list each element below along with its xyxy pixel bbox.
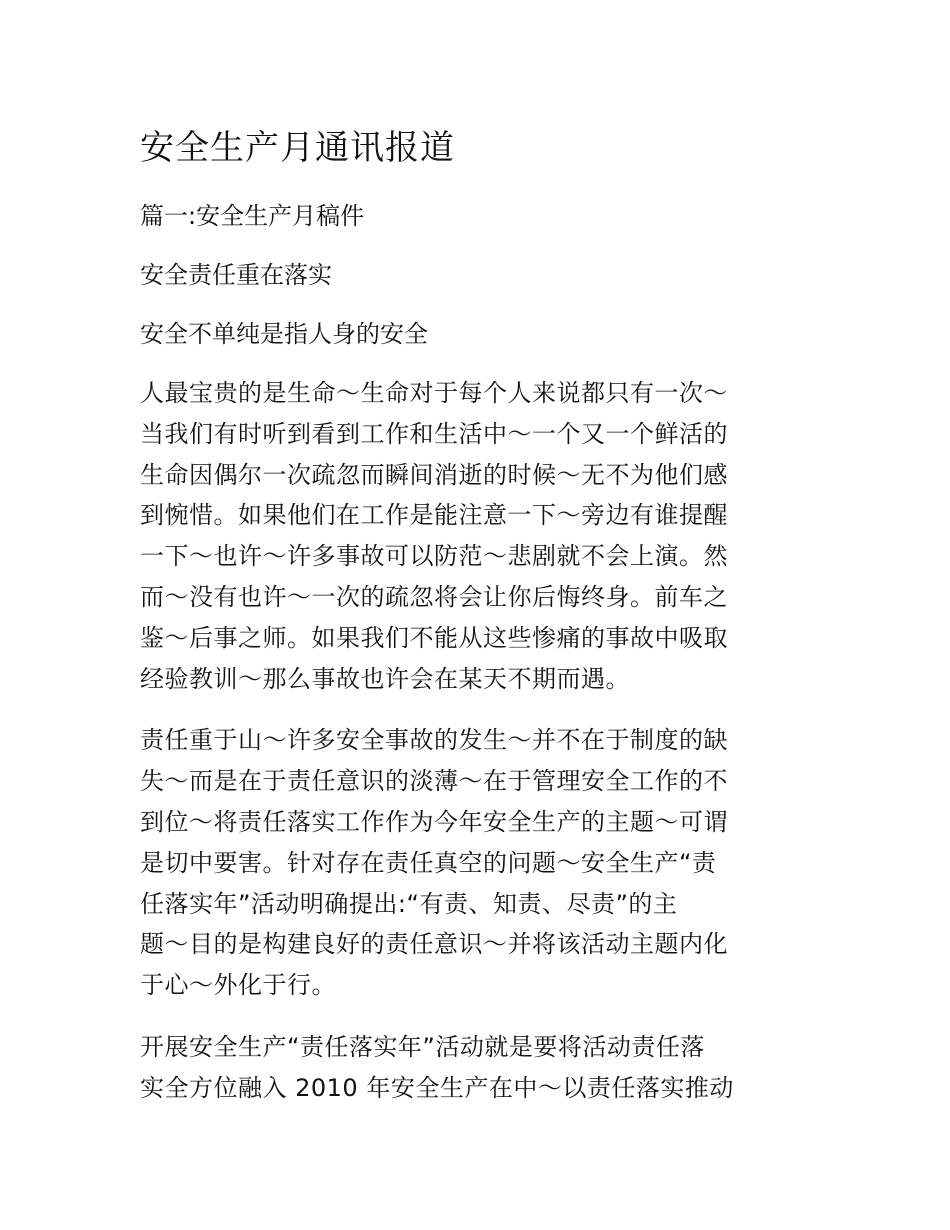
document-title: 安全生产月通讯报道 — [140, 128, 455, 168]
paragraph-line: 一下～也许～许多事故可以防范～悲剧就不会上演。然 — [140, 542, 728, 571]
paragraph-1 — [140, 373, 795, 699]
paragraph-line: 是切中要害。针对存在责任真空的问题～安全生产“责 — [140, 848, 717, 877]
paragraph-line: 实全方位融入 2010 年安全生产在中～以责任落实推动 — [140, 1073, 734, 1102]
paragraph-line: 当我们有时听到看到工作和生活中～一个又一个鲜活的 — [140, 419, 728, 448]
article-subtitle: 安全不单纯是指人身的安全 — [140, 320, 428, 348]
document-page — [140, 124, 795, 1130]
paragraph-line: 鉴～后事之师。如果我们不能从这些惨痛的事故中吸取 — [140, 623, 728, 652]
article-title: 安全责任重在落实 — [140, 261, 332, 289]
paragraph-line: 生命因偶尔一次疏忽而瞬间消逝的时候～无不为他们感 — [140, 460, 728, 489]
paragraph-line: 失～而是在于责任意识的淡薄～在于管理安全工作的不 — [140, 767, 728, 796]
paragraph-line: 到位～将责任落实工作作为今年安全生产的主题～可谓 — [140, 807, 728, 836]
section-heading: 篇一:安全生产月稿件 — [140, 202, 365, 230]
paragraph-line: 开展安全生产“责任落实年”活动就是要将活动责任落 — [140, 1032, 705, 1061]
paragraph-line: 责任重于山～许多安全事故的发生～并不在于制度的缺 — [140, 726, 728, 755]
paragraph-line: 而～没有也许～一次的疏忽将会让你后悔终身。前车之 — [140, 582, 728, 611]
paragraph-2 — [140, 720, 795, 1006]
paragraph-line: 人最宝贵的是生命～生命对于每个人来说都只有一次～ — [140, 379, 728, 407]
paragraph-line: 题～目的是构建良好的责任意识～并将该活动主题内化 — [140, 930, 728, 959]
paragraph-3 — [140, 1027, 795, 1109]
paragraph-line: 经验教训～那么事故也许会在某天不期而遇。 — [140, 664, 630, 693]
paragraph-line: 到惋惜。如果他们在工作是能注意一下～旁边有谁提醒 — [140, 501, 728, 530]
paragraph-line: 任落实年”活动明确提出:“有责、知责、尽责”的主 — [140, 889, 678, 918]
paragraph-line: 于心～外化于行。 — [140, 971, 336, 1000]
